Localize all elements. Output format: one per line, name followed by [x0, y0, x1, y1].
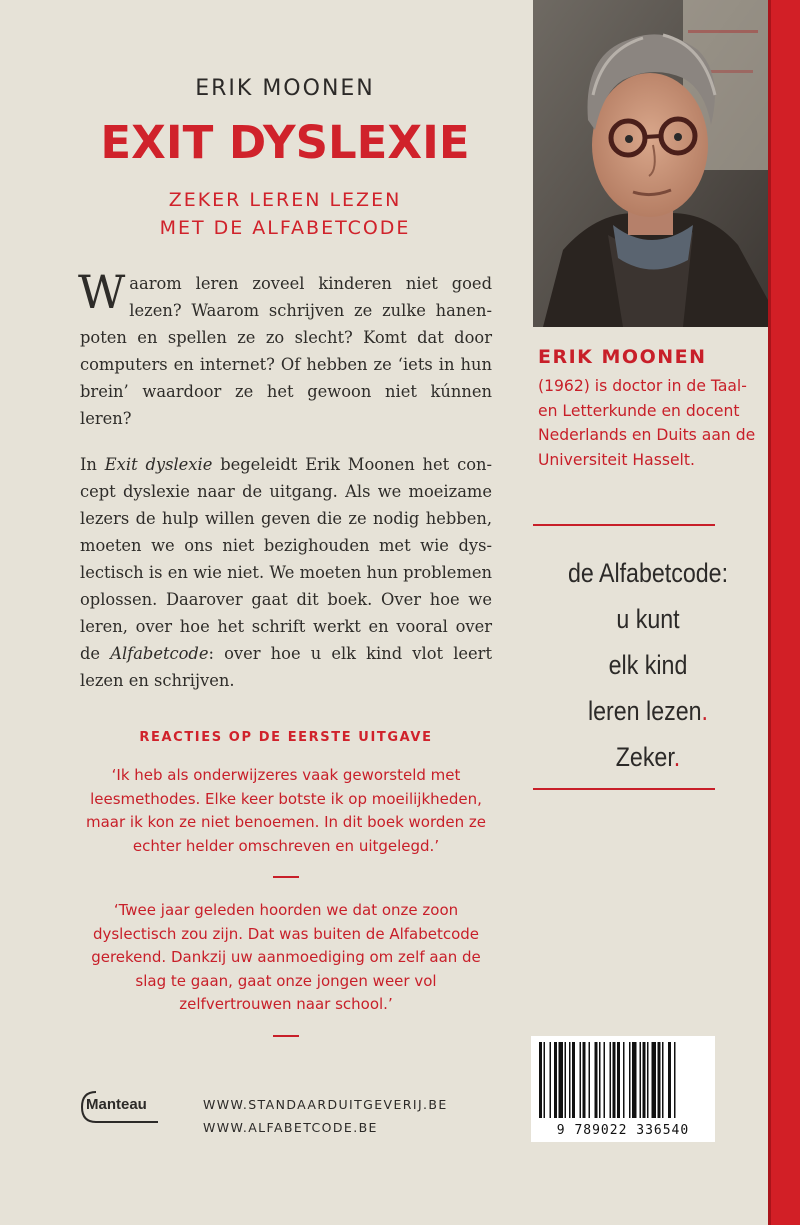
- barcode-bar: [565, 1042, 567, 1118]
- reaction-quote-2: ‘Twee jaar geleden hoorden we dat onze zoon dyslectisch zou zijn. Dat was buiten de Alfabetcode gerekend. Dankzij uw aanmoediging om zelf aan de slag te gaan, gaat onze jongen weer vol zelfvertrouwen naar school.’: [91, 901, 481, 1013]
- barcode-bar: [544, 1042, 546, 1118]
- dropcap: W: [78, 265, 126, 319]
- barcode-bar: [580, 1042, 582, 1118]
- barcode-bar: [617, 1042, 620, 1118]
- reaction-quote-1: ‘Ik heb als onderwijzeres vaak geworsteld met leesmethodes. Elke keer botste ik op moeilijkheden, maar ik kon ze niet benoemen. In dit boek worden ze echter helder omschreven en uitgelegd.’: [85, 766, 487, 855]
- barcode-bar: [572, 1042, 575, 1118]
- motto: [549, 550, 747, 780]
- reactions-heading: REACTIES OP DE EERSTE UITGAVE: [139, 730, 433, 745]
- isbn-barcode: [531, 1036, 715, 1142]
- blurb-p1-text: aarom leren zoveel kinderen niet goed lezen? Waarom schrijven ze zulke hanenpoten en spellen ze zo slecht? Komt dat door computers en internet? Of hebben ze ‘iets in hun brein’ waardoor ze het gewoon niet kúnnen leren?: [80, 274, 492, 428]
- author-photo: [533, 0, 768, 327]
- motto-line-4: [549, 688, 747, 734]
- blurb-p2-c: : over hoe u elk kind vlot leert lezen en schrijven.: [80, 644, 492, 690]
- barcode-bar: [629, 1042, 631, 1118]
- author-name-top: ERIK MOONEN: [195, 76, 375, 101]
- motto-line-4-text: leren lezen: [587, 696, 702, 726]
- barcode-bar: [643, 1042, 646, 1118]
- url-standaarduitgeverij[interactable]: WWW.STANDAARDUITGEVERIJ.BE: [203, 1097, 448, 1112]
- motto-line-1: de Alfabetcode:: [567, 558, 729, 588]
- author-portrait-image: [533, 0, 768, 327]
- motto-dot-2: .: [673, 742, 681, 772]
- barcode-bar: [569, 1042, 571, 1118]
- barcode-bar: [640, 1042, 642, 1118]
- blurb-paragraph-1: [78, 265, 492, 432]
- blurb-p2-a: In: [80, 455, 105, 474]
- motto-line-5: [549, 734, 747, 780]
- motto-line-2: u kunt: [616, 604, 680, 634]
- motto-line-3: elk kind: [608, 650, 688, 680]
- barcode-bar: [610, 1042, 612, 1118]
- barcode-bar: [583, 1042, 586, 1118]
- barcode-bar: [632, 1042, 637, 1118]
- quote-divider-2: [273, 1035, 299, 1037]
- barcode-bar: [599, 1042, 601, 1118]
- publisher-logo-text: Manteau: [86, 1096, 147, 1113]
- barcode-bar: [595, 1042, 598, 1118]
- barcode-bar: [559, 1042, 564, 1118]
- url-alfabetcode[interactable]: WWW.ALFABETCODE.BE: [203, 1120, 378, 1135]
- barcode-bar: [613, 1042, 616, 1118]
- publisher-logo: [78, 1088, 162, 1126]
- publisher-urls: [203, 1093, 448, 1139]
- barcode-bar: [674, 1042, 676, 1118]
- barcode-bar: [652, 1042, 657, 1118]
- barcode-bars: [531, 1036, 715, 1120]
- barcode-bar: [668, 1042, 671, 1118]
- barcode-bar: [662, 1042, 664, 1118]
- red-spine: [768, 0, 800, 1225]
- blurb-p2-b: begeleidt Erik Moonen het concept dyslexie naar de uitgang. Als we moeizame lezers de hulp willen geven die ze nodig hebben, moeten we ons niet bezighouden met wie dyslectisch is en wie niet. We moeten hun problemen oplossen. Daarover gaat dit boek. Over hoe we leren, over hoe het schrift werkt en vooral over de: [80, 455, 493, 663]
- book-subtitle: [80, 186, 490, 242]
- motto-dot-1: .: [701, 696, 709, 726]
- subtitle-line-2: MET DE ALFABETCODE: [159, 217, 411, 239]
- barcode-bar: [539, 1042, 542, 1118]
- motto-rule-top: [533, 524, 715, 526]
- blurb-p2-italic-code: Alfabetcode: [110, 644, 209, 663]
- barcode-bar: [550, 1042, 552, 1118]
- bio-author-name: ERIK MOONEN: [538, 346, 707, 368]
- motto-line-5-text: Zeker: [615, 742, 674, 772]
- barcode-bar: [647, 1042, 649, 1118]
- bio-text: (1962) is doctor in de Taal- en Letterkunde en docent Nederlands en Duits aan de Universiteit Hasselt.: [538, 377, 756, 469]
- motto-rule-bottom: [533, 788, 715, 790]
- barcode-number: 9 789022 336540: [556, 1123, 690, 1138]
- book-title: EXIT DYSLEXIE: [100, 116, 470, 169]
- barcode-bar: [589, 1042, 591, 1118]
- barcode-bar: [604, 1042, 606, 1118]
- blurb-p2-italic-title: Exit dyslexie: [104, 455, 213, 474]
- barcode-bar: [623, 1042, 625, 1118]
- subtitle-line-1: ZEKER LEREN LEZEN: [168, 189, 402, 211]
- barcode-bar: [554, 1042, 557, 1118]
- barcode-bar: [658, 1042, 661, 1118]
- blurb-paragraph-2: [80, 451, 492, 694]
- quote-divider-1: [273, 876, 299, 878]
